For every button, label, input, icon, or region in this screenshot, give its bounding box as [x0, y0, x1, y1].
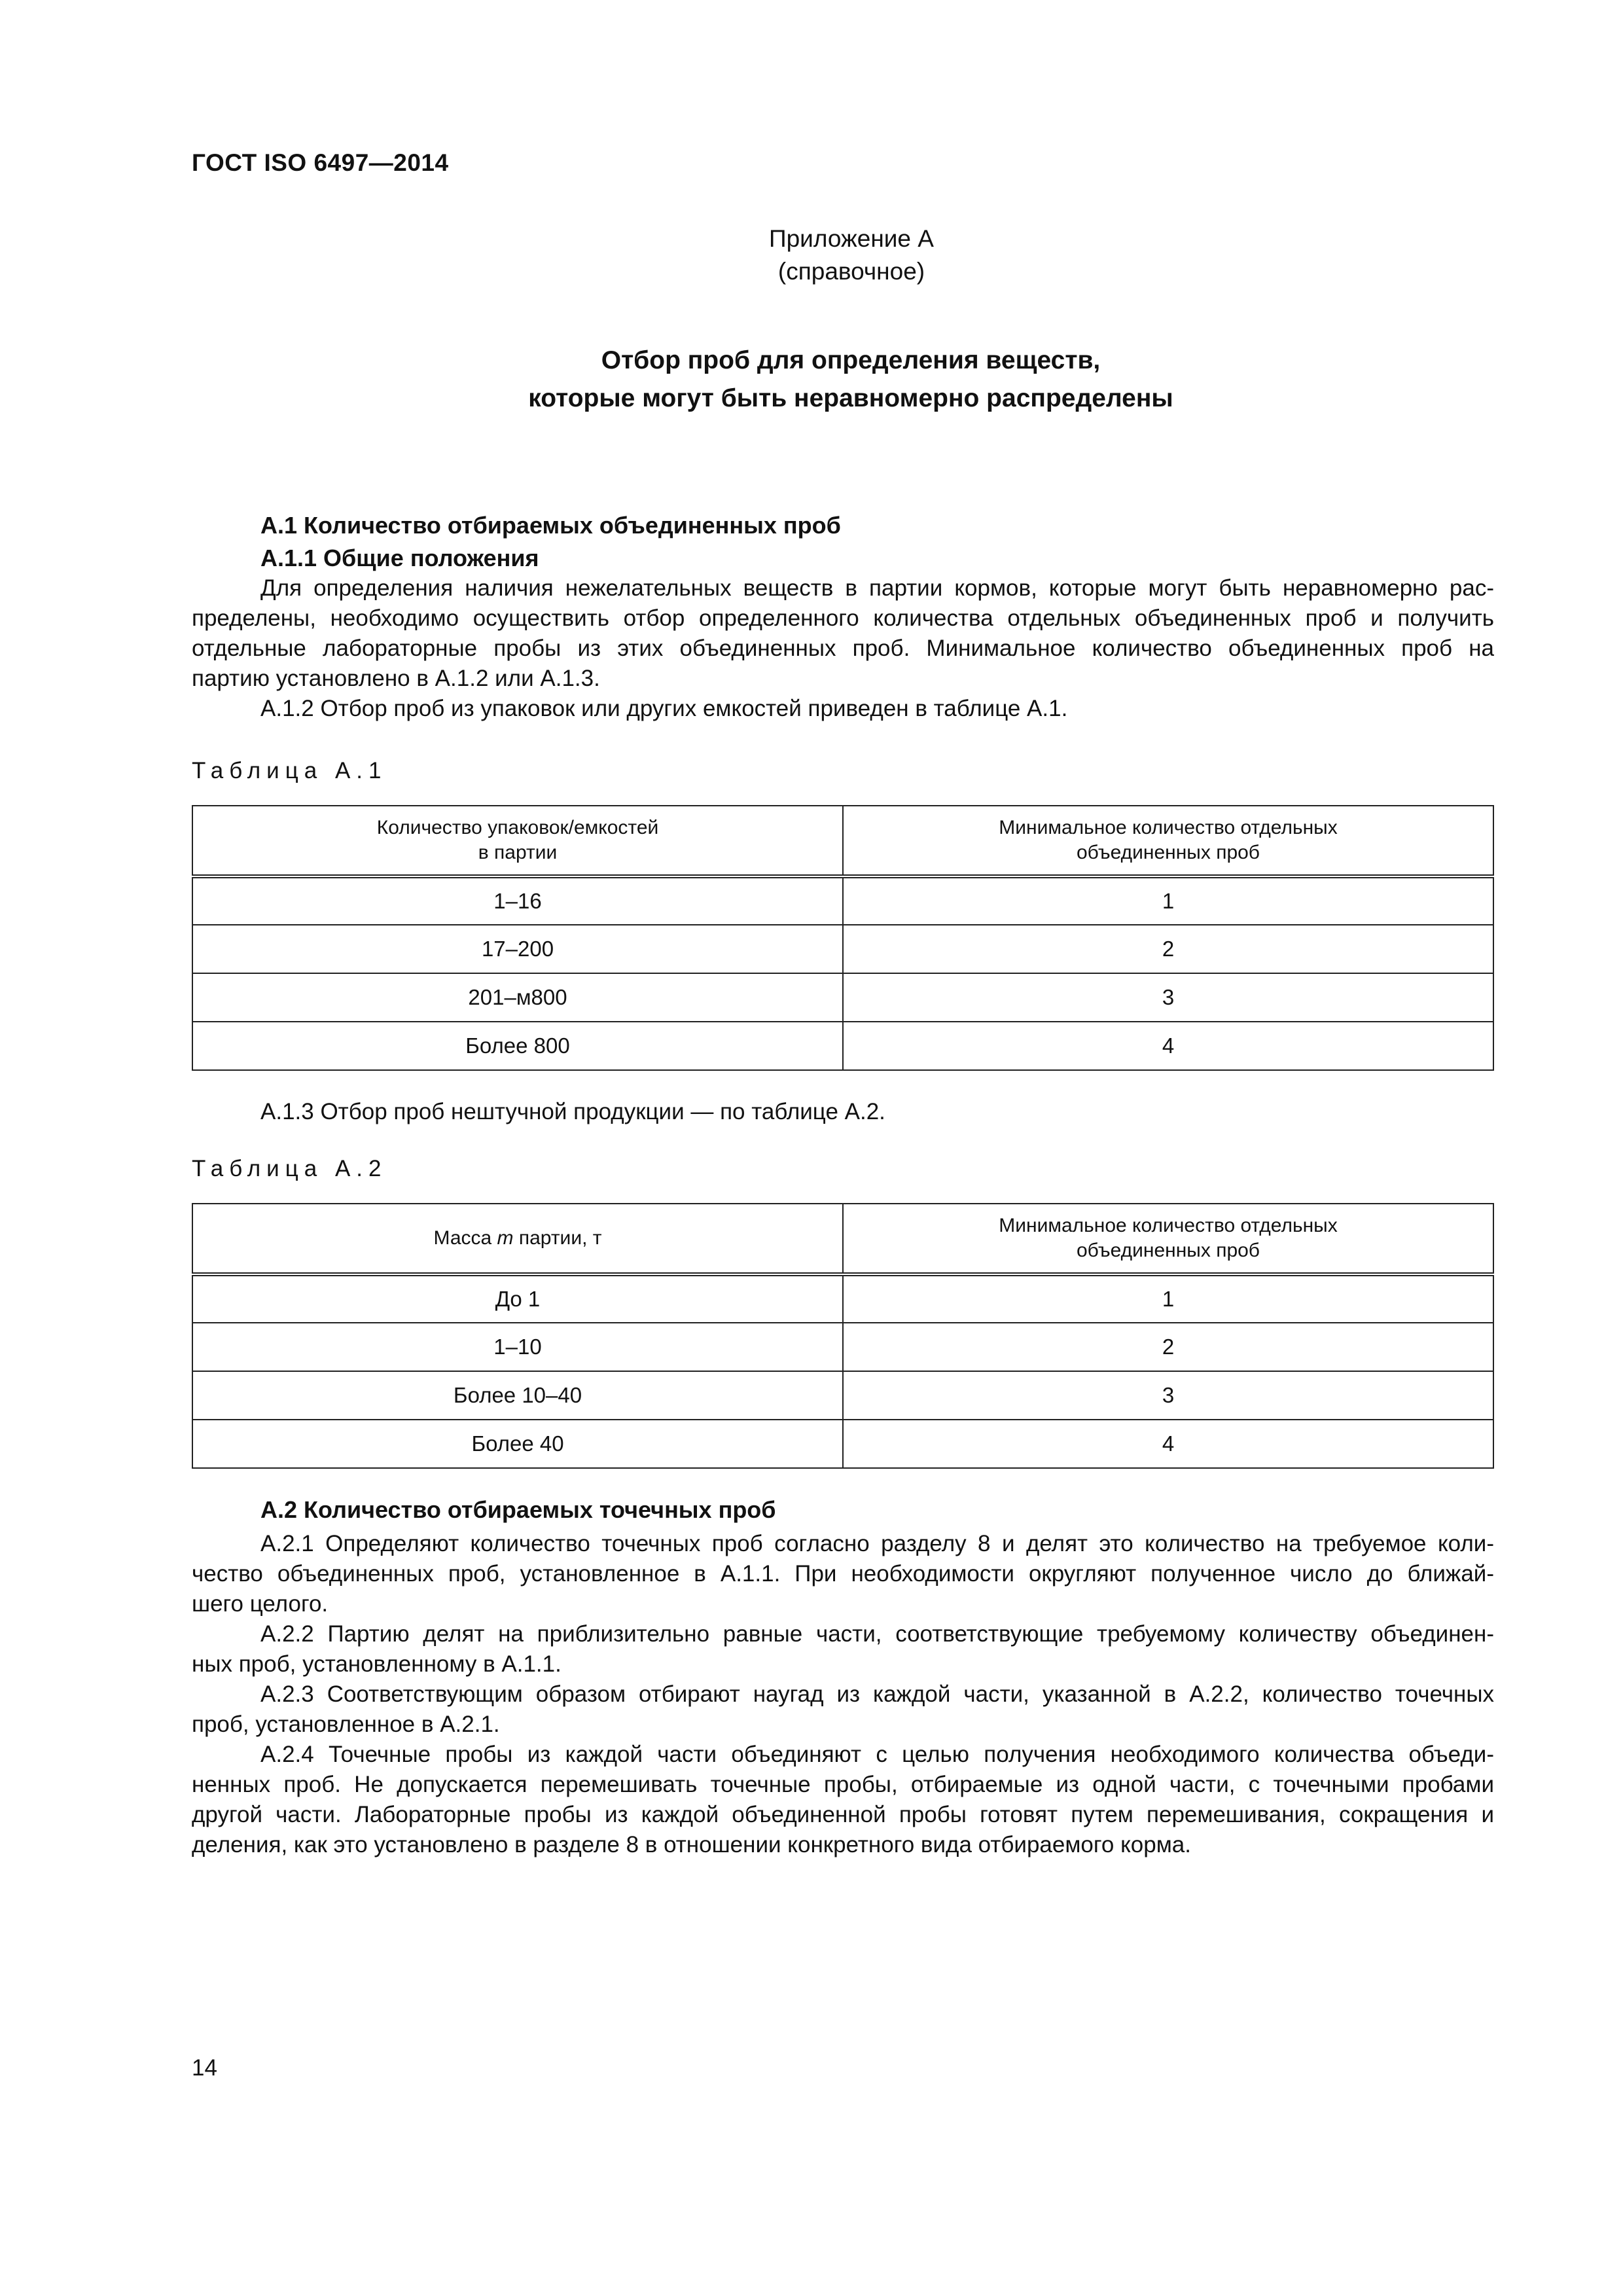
- paragraph-line: проб, установленное в А.2.1.: [192, 1712, 500, 1737]
- paragraph-line: другой части. Лабораторные пробы из каждой объединенной пробы готовят путем перемешивания, сокращения и: [192, 1802, 1494, 1827]
- annex-kind: (справочное): [777, 258, 925, 285]
- paragraph-line: А.2.3 Соответствующим образом отбирают наугад из каждой части, указанной в А.2.2, количество точечных: [260, 1681, 1494, 1707]
- section-a1: [192, 511, 1494, 724]
- paragraph-line: ных проб, установленному в А.1.1.: [192, 1651, 562, 1677]
- table-cell: 17–200: [192, 925, 843, 973]
- table-header-cell: Минимальное количество отдельных объединенных проб: [843, 1204, 1493, 1274]
- paragraph: А.1.2 Отбор проб из упаковок или других емкостей приведен в таблице А.1.: [260, 696, 1068, 721]
- paragraph-block: [192, 1097, 1494, 1127]
- table-cell: Более 800: [192, 1022, 843, 1070]
- table-cell: Более 10–40: [192, 1371, 843, 1420]
- table-cell: Более 40: [192, 1420, 843, 1468]
- table-cell: До 1: [192, 1274, 843, 1323]
- annex-title: [0, 342, 1623, 418]
- table-cell: 1: [843, 1274, 1493, 1323]
- table-cell: 3: [843, 973, 1493, 1022]
- paragraph-line: А.2.1 Определяют количество точечных проб согласно разделу 8 и делят это количество на требуемое коли-: [260, 1531, 1494, 1556]
- paragraph-line: партию установлено в А.1.2 или А.1.3.: [192, 666, 600, 691]
- table-cell: 2: [843, 1323, 1493, 1371]
- document-code: ГОСТ ISO 6497—2014: [192, 149, 449, 176]
- table-row: [192, 973, 1493, 1022]
- subsection-heading: А.1.1 Общие положения: [260, 545, 539, 571]
- paragraph-line: чество объединенных проб, установленное в А.1.1. При необходимости округляют полученное число до ближай-: [192, 1561, 1494, 1587]
- table-caption: Таблица А.1: [192, 758, 387, 783]
- section-a2: [192, 1495, 1494, 1860]
- table-row: [192, 876, 1493, 925]
- table-header-cell: Масса m партии, т: [192, 1204, 843, 1274]
- table-cell: 1–16: [192, 876, 843, 925]
- table-row: [192, 1274, 1493, 1323]
- paragraph-line: А.2.4 Точечные пробы из каждой части объединяют с целью получения необходимого количества объеди-: [260, 1742, 1494, 1767]
- table-row: [192, 1420, 1493, 1468]
- paragraph: А.1.3 Отбор проб нештучной продукции — по таблице А.2.: [260, 1099, 885, 1124]
- annex-title-line: которые могут быть неравномерно распределены: [528, 384, 1173, 412]
- table-cell: 3: [843, 1371, 1493, 1420]
- section-heading: А.2 Количество отбираемых точечных проб: [260, 1496, 776, 1523]
- table-row: [192, 1323, 1493, 1371]
- annex-title-line: Отбор проб для определения веществ,: [601, 346, 1101, 374]
- paragraph-line: шего целого.: [192, 1591, 329, 1617]
- paragraph-line: Для определения наличия нежелательных веществ в партии кормов, которые могут быть неравномерно рас-: [260, 575, 1494, 601]
- annex-label: Приложение А: [769, 225, 934, 252]
- table-cell: 1: [843, 876, 1493, 925]
- table-cell: 4: [843, 1420, 1493, 1468]
- annex-label-block: [0, 223, 1623, 288]
- page-number: 14: [192, 2055, 217, 2081]
- table-cell: 1–10: [192, 1323, 843, 1371]
- table-a2: [192, 1203, 1494, 1469]
- table-row: [192, 925, 1493, 973]
- table-row: [192, 1022, 1493, 1070]
- paragraph-line: деления, как это установлено в разделе 8 в отношении конкретного вида отбираемого корма.: [192, 1832, 1191, 1857]
- table-cell: 201–м800: [192, 973, 843, 1022]
- table-a1: [192, 805, 1494, 1071]
- paragraph-line: пределены, необходимо осуществить отбор определенного количества отдельных объединенных проб и получить: [192, 605, 1494, 631]
- table-header-cell: Количество упаковок/емкостей в партии: [192, 806, 843, 876]
- table-header-row: [192, 806, 1493, 876]
- table-row: [192, 1371, 1493, 1420]
- paragraph-line: А.2.2 Партию делят на приблизительно равные части, соответствующие требуемому количеству объединен-: [260, 1621, 1494, 1647]
- table-cell: 4: [843, 1022, 1493, 1070]
- table-header-row: [192, 1204, 1493, 1274]
- table-caption: Таблица А.2: [192, 1156, 387, 1181]
- section-heading: А.1 Количество отбираемых объединенных проб: [260, 512, 841, 539]
- paragraph-line: ненных проб. Не допускается перемешивать точечные пробы, отбираемые из одной части, с точечными пробами: [192, 1772, 1494, 1797]
- table-cell: 2: [843, 925, 1493, 973]
- paragraph-line: отдельные лабораторные пробы из этих объединенных проб. Минимальное количество объединенных проб на: [192, 636, 1494, 661]
- table-header-cell: Минимальное количество отдельных объединенных проб: [843, 806, 1493, 876]
